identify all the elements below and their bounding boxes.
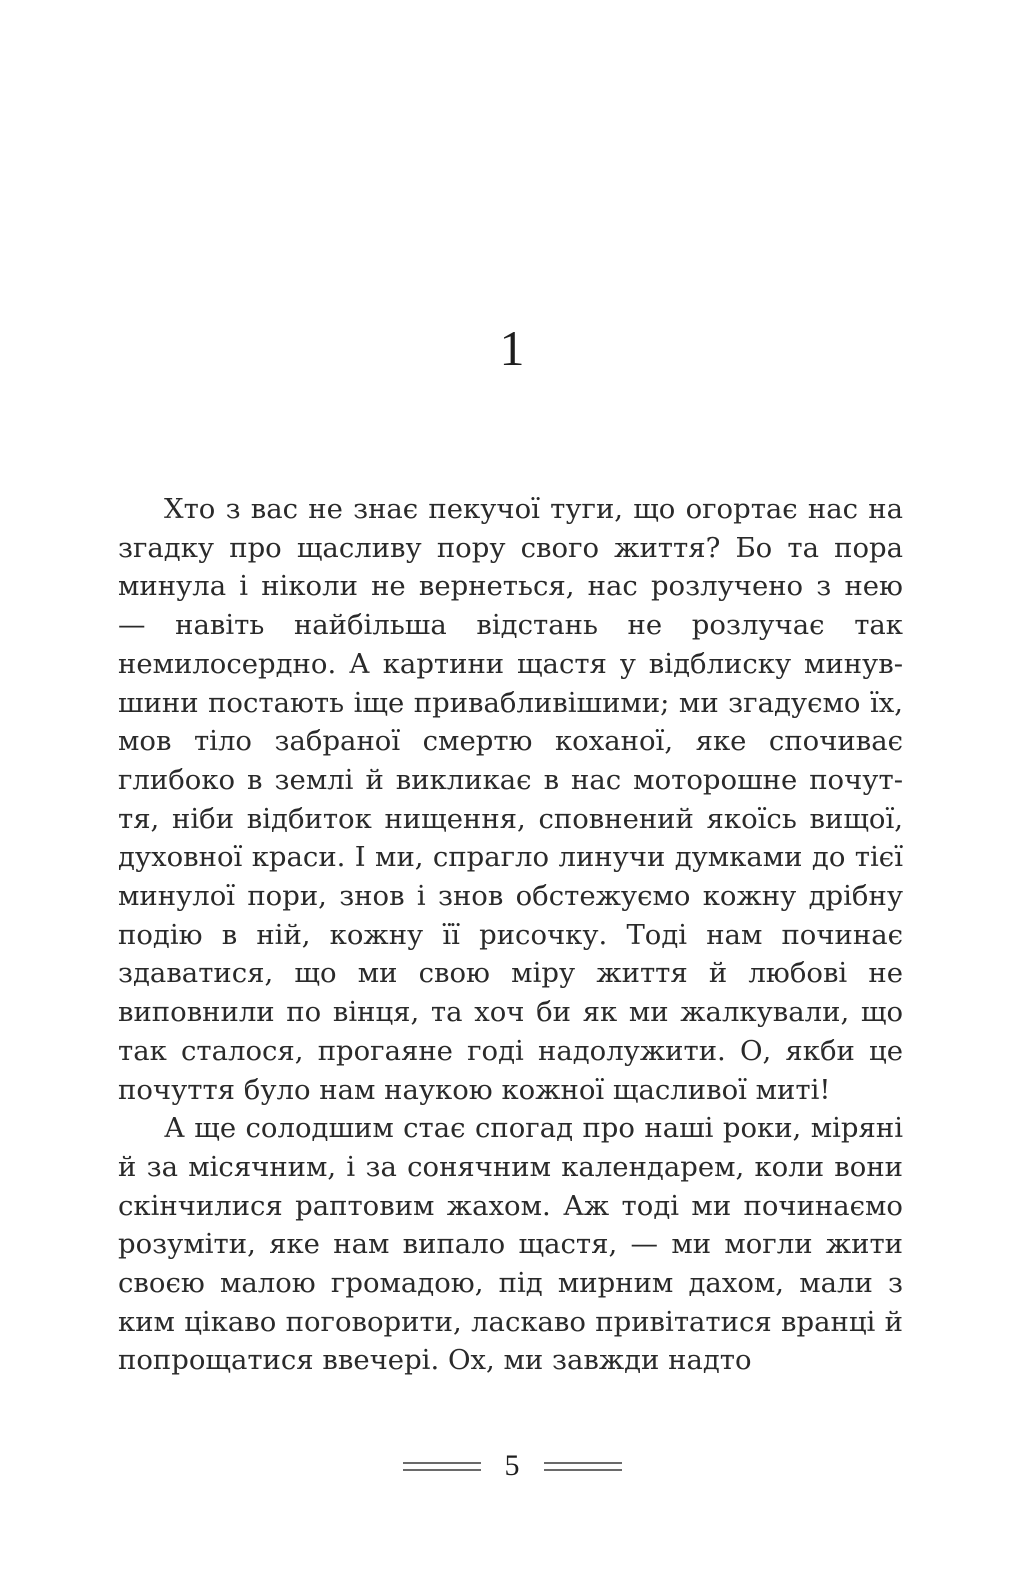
page-footer	[0, 1446, 1024, 1486]
chapter-body-text	[118, 490, 903, 1380]
paragraph-2: А ще солодшим стає спогад про наші роки, міряні й за місячним, і за сонячним календарем, коли вони скінчилися раптовим жахом. Аж тоді ми починаємо розуміти, яке нам випало щастя, — ми могли жити своєю малою громадою, під мирним дахом, мали з ким цікаво поговорити, ласкаво привітатися вранці й попрощатися ввечері. Ох, ми завжди надто	[118, 1112, 903, 1377]
footer-rule-left	[403, 1462, 481, 1471]
footer-rule-right	[544, 1462, 622, 1471]
paragraph-1: Хто з вас не знає пекучої туги, що огортає нас на згадку про щасливу пору свого життя? Бо та пора минула і ніколи не вернеться, нас розлучено з нею — навіть найбільша відстань не розлучає так немилосердно. А картини щастя у відблиску минувшини постають іще привабливішими; ми згадуємо їх, мов тіло забраної смертю коханої, яке спочиває глибоко в землі й викликає в нас моторошне почуття, ніби відбиток нищення, сповнений якоїсь вищої, духовної краси. І ми, спрагло линучи думками до тієї минулої пори, знов і знов обстежуємо кожну дрібну подію в ній, кожну її рисочку. Тоді нам починає здаватися, що ми свою міру життя й любові не виповнили по вінця, та хоч би як ми жалкували, що так сталося, прогаяне годі надолужити. О, якби це почуття було нам наукою кожної щасливої миті!	[118, 493, 903, 1106]
chapter-number: 1	[499, 320, 525, 376]
page-number: 5	[504, 1449, 520, 1482]
